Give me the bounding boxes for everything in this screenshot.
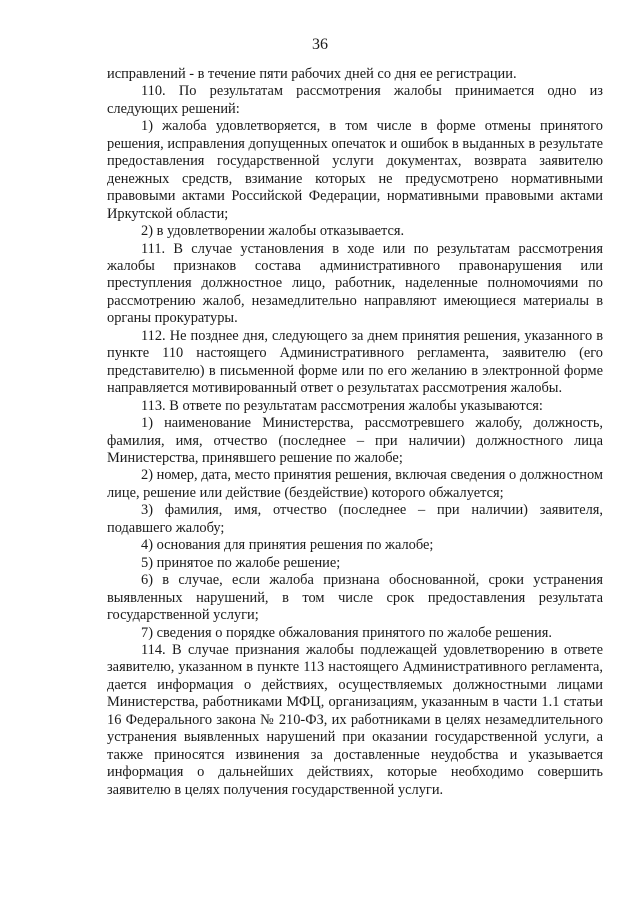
paragraph-p110: 110. По результатам рассмотрения жалобы принимается одно из следующих решений: [107, 83, 603, 117]
paragraph-p113-7: 7) сведения о порядке обжалования принятого по жалобе решения. [141, 624, 552, 641]
paragraph-p113-1: 1) наименование Министерства, рассмотревшего жалобу, должность, фамилия, имя, отчество (последнее – при наличии) должностного лица Министерства, принявшего решение по жалобе; [107, 415, 603, 466]
paragraph-p112: 112. Не позднее дня, следующего за днем принятия решения, указанного в пункте 110 настоящего Административного регламента, заявителю (его представителю) в письменной форме или по его желанию в электронной форме направляется мотивированный ответ о результатах рассмотрения жалобы. [107, 327, 603, 397]
paragraph-p113-6: 6) в случае, если жалоба признана обоснованной, сроки устранения выявленных нарушений, в том числе срок предоставления результата государственной услуги; [107, 572, 603, 624]
paragraph-p113: 113. В ответе по результатам рассмотрения жалобы указываются: [141, 397, 543, 414]
paragraph-p113-5: 5) принятое по жалобе решение; [141, 554, 341, 571]
paragraph-p110-2: 2) в удовлетворении жалобы отказывается. [141, 223, 405, 240]
paragraph-p113-4: 4) основания для принятия решения по жалобе; [141, 537, 434, 554]
paragraph-p110-1: 1) жалоба удовлетворяется, в том числе в форме отмены принятого решения, исправления допущенных опечаток и ошибок в выданных в результате предоставления государственной услуги документах, возврата заявителю денежных средств, взимание которых не предусмотрено нормативными правовыми актами Российской Федерации, нормативными правовыми актами Иркутской области; [107, 118, 603, 222]
paragraph-p0: исправлений - в течение пяти рабочих дней со дня ее регистрации. [107, 66, 517, 82]
paragraph-p114: 114. В случае признания жалобы подлежащей удовлетворению в ответе заявителю, указанном в пункте 113 настоящего Административного регламента, дается информация о действиях, осуществляемых должностными лицами Министерства, работниками МФЦ, организациям, указанным в части 1.1 статьи 16 Федерального закона № 210-ФЗ, их работниками в целях незамедлительного устранения выявленных нарушений при оказании государственной услуги, а также приносятся извинения за доставленные неудобства и указывается информация о дальнейших действиях, которые необходимо совершить заявителю в целях получения государственной услуги. [107, 641, 603, 798]
paragraph-p111: 111. В случае установления в ходе или по результатам рассмотрения жалобы признаков состава административного правонарушения или преступления должностное лицо, работник, наделенные полномочиями по рассмотрению жалоб, незамедлительно направляют имеющиеся материалы в органы прокуратуры. [107, 240, 603, 327]
page-number: 36 [312, 36, 328, 53]
document-body [107, 66, 603, 799]
paragraph-p113-3: 3) фамилия, имя, отчество (последнее – при наличии) заявителя, подавшего жалобу; [107, 502, 603, 536]
paragraph-p113-2: 2) номер, дата, место принятия решения, включая сведения о должностном лице, решение или действие (бездействие) которого обжалуется; [107, 467, 603, 501]
